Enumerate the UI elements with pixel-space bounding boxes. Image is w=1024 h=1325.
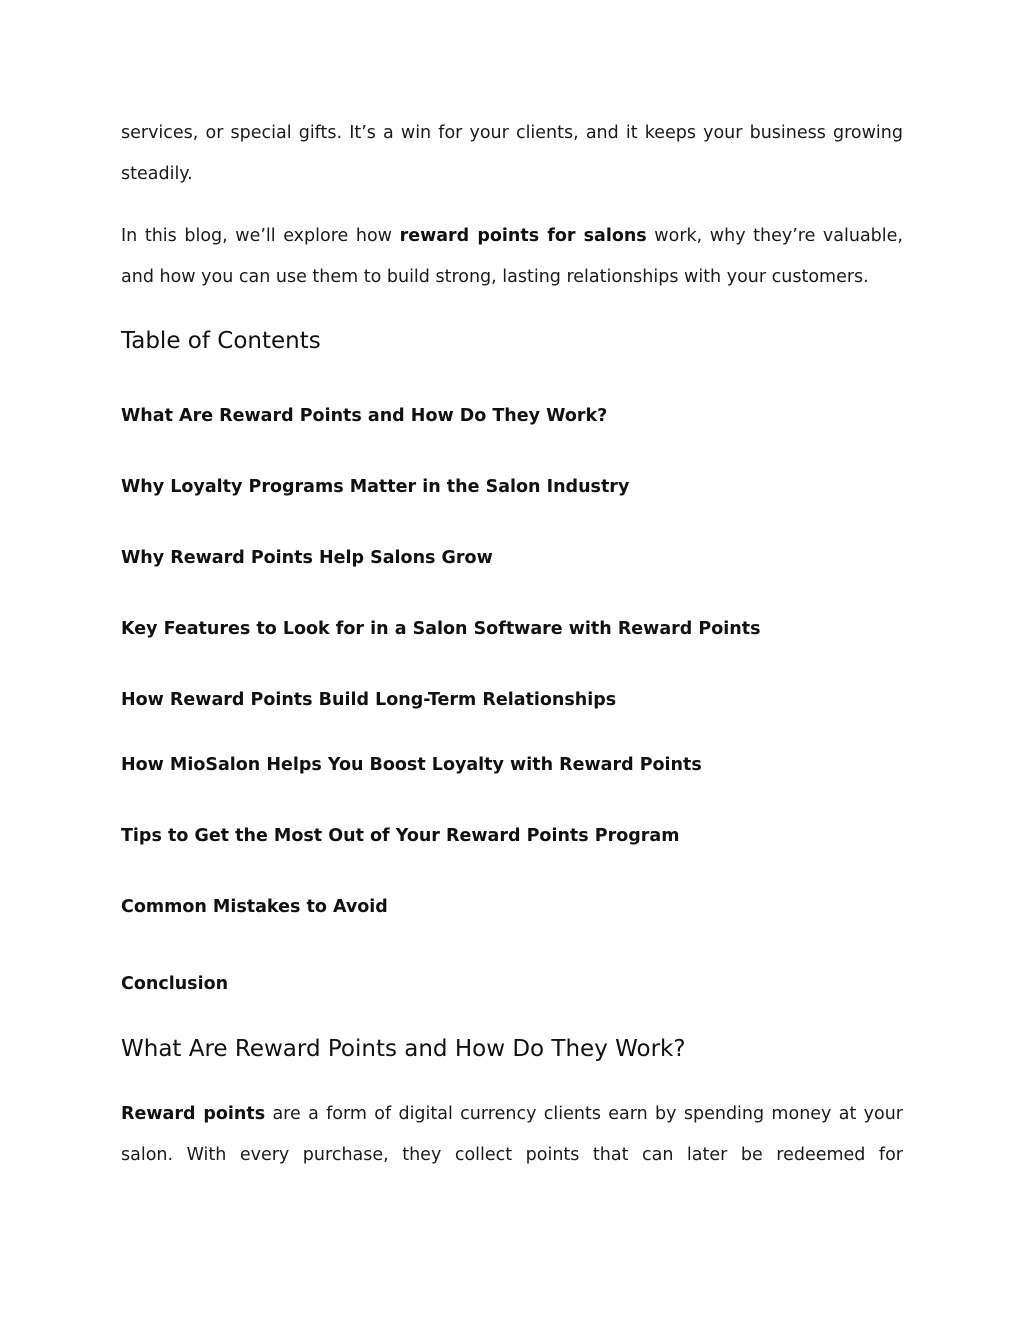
intro-paragraph-2-lead: In this blog, we’ll explore how [121, 226, 400, 246]
toc-link-miosalon-boost-loyalty[interactable]: How MioSalon Helps You Boost Loyalty with Reward Points [121, 755, 702, 775]
toc-link-long-term-relationships[interactable]: How Reward Points Build Long-Term Relationships [121, 690, 617, 710]
toc-link-reward-points-how-work[interactable]: What Are Reward Points and How Do They Work? [121, 406, 608, 426]
section-heading-reward-points: What Are Reward Points and How Do They Work? [121, 1036, 686, 1062]
toc-link-common-mistakes[interactable]: Common Mistakes to Avoid [121, 897, 388, 917]
toc-link-tips-most-out[interactable]: Tips to Get the Most Out of Your Reward Points Program [121, 826, 680, 846]
toc-link-key-features[interactable]: Key Features to Look for in a Salon Software with Reward Points [121, 619, 761, 639]
intro-paragraph-2-rest: work, why they’re valuable, and how you can use them to build strong, lasting relationships with your customers. [121, 226, 903, 287]
keyword-reward-points-for-salons: reward points for salons [399, 226, 647, 246]
section-paragraph-1-rest: are a form of digital currency clients earn by spending money at your salon. With every purchase, they collect points that can later be redeemed for [121, 1104, 903, 1165]
section-paragraph-1 [121, 1094, 903, 1176]
toc-link-conclusion[interactable]: Conclusion [121, 974, 229, 994]
keyword-reward-points: Reward points [121, 1104, 266, 1124]
toc-link-reward-points-help-grow[interactable]: Why Reward Points Help Salons Grow [121, 548, 493, 568]
intro-paragraph-2 [121, 216, 903, 298]
intro-paragraph-1 [121, 113, 903, 195]
toc-heading: Table of Contents [121, 328, 321, 354]
toc-link-loyalty-programs-matter[interactable]: Why Loyalty Programs Matter in the Salon Industry [121, 477, 630, 497]
intro-paragraph-1-text: services, or special gifts. It’s a win for your clients, and it keeps your business growing steadily. [121, 123, 903, 184]
